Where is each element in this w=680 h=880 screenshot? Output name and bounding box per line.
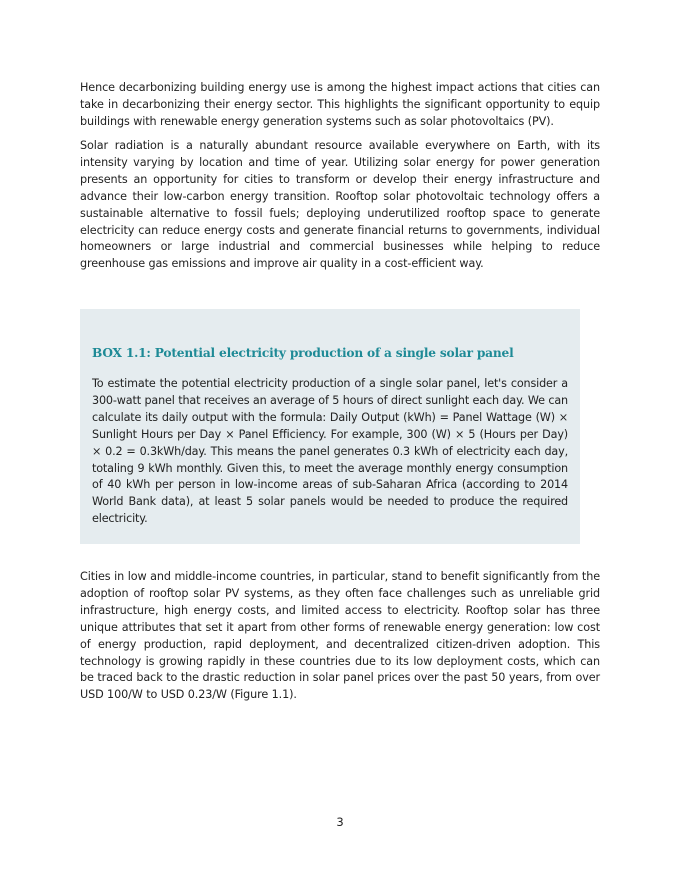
paragraph-solar-radiation: Solar radiation is a naturally abundant resource available everywhere on Earth, with its intensity varying by location and time of year. Utilizing solar energy for power generation presents an opportunity for cities to transform or develop their energy infrastructure and advance their low-carbon energy transition. Rooftop solar photovoltaic technology offers a sustainable alternative to fossil fuels; deploying underutilized rooftop space to generate electricity can reduce energy costs and generate financial returns to governments, individual homeowners or large industrial and commercial businesses while helping to reduce greenhouse gas emissions and improve air quality in a cost-efficient way. (80, 139, 600, 271)
info-box-body: To estimate the potential electricity production of a single solar panel, let's consider a 300-watt panel that receives an average of 5 hours of direct sunlight each day. We can calculate its daily output with the formula: Daily Output (kWh) = Panel Wattage (W) × Sunlight Hours per Day × Panel Efficiency. For example, 300 (W) × 5 (Hours per Day) × 0.2 = 0.3kWh/day. This means the panel generates 0.3 kWh of electricity each day, totaling 9 kWh monthly. Given this, to meet the average monthly energy consumption of 40 kWh per person in low-income areas of sub-Saharan Africa (according to 2014 World Bank data), at least 5 solar panels would be needed to produce the required electricity. (92, 377, 568, 526)
page-number: 3 (336, 815, 344, 829)
paragraph-decarbonizing-buildings: Hence decarbonizing building energy use is among the highest impact actions that cities can take in decarbonizing their energy sector. This highlights the significant opportunity to equip buildings with renewable energy generation systems such as solar photovoltaics (PV). (80, 81, 600, 128)
paragraph-low-middle-income-cities: Cities in low and middle-income countries, in particular, stand to benefit significantly from the adoption of rooftop solar PV systems, as they often face challenges such as unreliable grid infrastructure, high energy costs, and limited access to electricity. Rooftop solar has three unique attributes that set it apart from other forms of renewable energy generation: low cost of energy production, rapid deployment, and decentralized citizen-driven adoption. This technology is growing rapidly in these countries due to its low deployment costs, which can be traced back to the drastic reduction in solar panel prices over the past 50 years, from over USD 100/W to USD 0.23/W (Figure 1.1). (80, 570, 600, 702)
info-box-title: BOX 1.1: Potential electricity production of a single solar panel (92, 346, 514, 360)
info-box-solar-panel (80, 309, 580, 544)
